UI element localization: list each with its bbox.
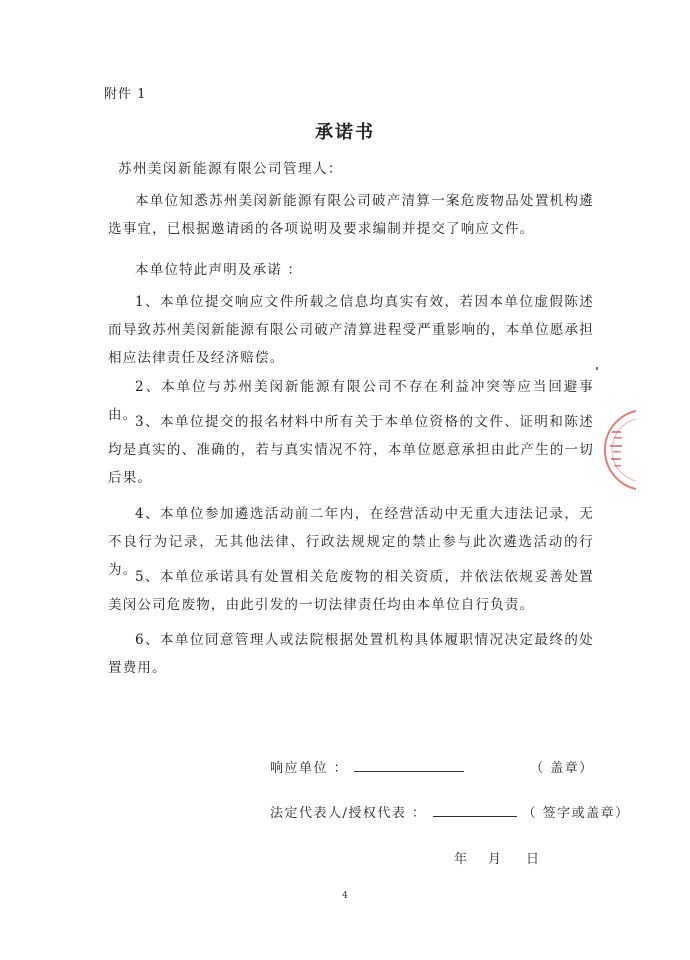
partial-seal-stamp: [598, 405, 638, 495]
document-title: 承诺书: [315, 122, 375, 143]
commitment-item-2: 2、本单位与苏州美闵新能源有限公司不存在利益冲突等应当回避事由。: [108, 379, 594, 423]
commitment-item-6: 6、本单位同意管理人或法院根据处置机构具体履职情况决定最终的处置费用。: [108, 632, 594, 676]
declaration-heading: 本单位特此声明及承诺 ：: [135, 262, 303, 278]
commitment-item-4: 4、本单位参加遴选活动前二年内，在经营活动中无重大违法记录，无不良行为记录，无其他法律、行政法规规定的禁止参与此次遴选活动的行为。: [108, 506, 594, 578]
date-day: 日: [526, 852, 540, 867]
representative-label: 法定代表人/授权代表 ：: [270, 806, 427, 821]
representative-blank: [433, 804, 517, 817]
commitment-item-3: 3、本单位提交的报名材料中所有关于本单位资格的文件、证明和陈述均是真实的、准确的，若与真实情况不符，本单位愿意承担由此产生的一切后果。: [108, 414, 594, 486]
representative-line: [270, 802, 630, 821]
representative-note: （ 签字或盖章）: [522, 806, 630, 821]
responding-unit-blank: [354, 759, 464, 772]
date-year: 年: [454, 852, 468, 867]
responding-unit-line: [270, 757, 594, 776]
addressee: 苏州美闵新能源有限公司管理人：: [118, 161, 343, 177]
commitment-item-1: 1、本单位提交响应文件所载之信息均真实有效，若因本单位虚假陈述而导致苏州美闵新能源有限公司破产清算进程受严重影响的，本单位愿承担相应法律责任及经济赔偿。: [108, 294, 594, 366]
responding-unit-label: 响应单位 ：: [270, 761, 349, 776]
scan-speck: [596, 367, 598, 370]
intro-paragraph: 本单位知悉苏州美闵新能源有限公司破产清算一案危废物品处置机构遴选事宜，已根据邀请函的各项说明及要求编制并提交了响应文件。: [108, 193, 594, 237]
page-number: 4: [342, 891, 348, 901]
date-month: 月: [488, 852, 502, 867]
attachment-label: 附件 1: [104, 87, 147, 102]
responding-unit-note: （ 盖章）: [530, 761, 594, 776]
commitment-item-5: 5、本单位承诺具有处置相关危废物的相关资质，并依法依规妥善处置美闵公司危废物，由此引发的一切法律责任均由本单位自行负责。: [108, 569, 594, 613]
